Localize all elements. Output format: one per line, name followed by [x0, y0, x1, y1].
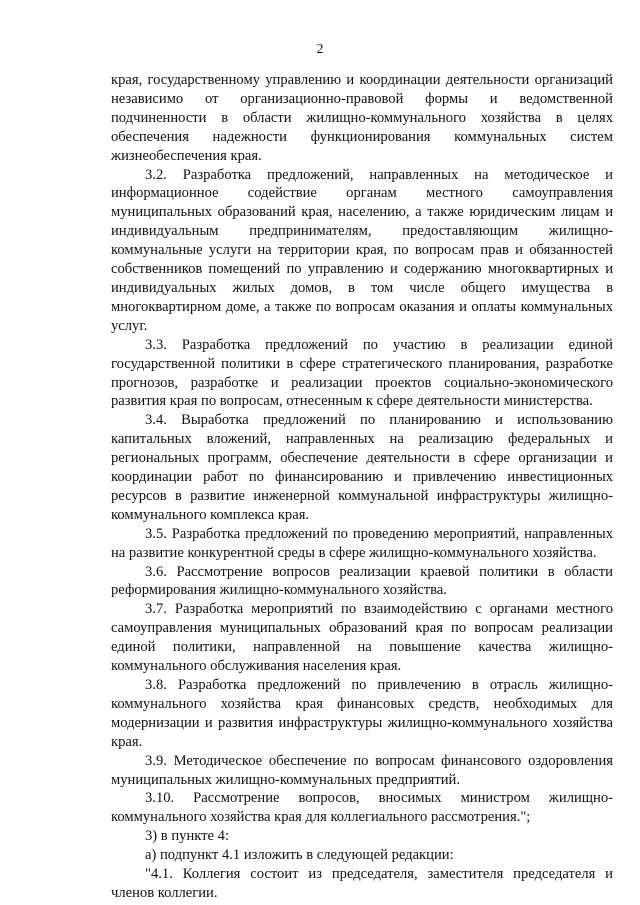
page-number: 2 — [316, 42, 324, 57]
paragraph-subitem-a: а) подпункт 4.1 изложить в следующей редакции: — [145, 847, 454, 864]
paragraph-item-3: 3) в пункте 4: — [145, 828, 230, 845]
paragraph-continuation: края, государственному управлению и координации деятельности организаций независимо от организационно-правовой формы и ведомственной подчиненности в области жилищно-коммунального хозяйства в целях обеспечения надежности функционирования коммунальных систем жизнеобеспечения края. — [111, 72, 613, 164]
document-body — [111, 71, 613, 903]
paragraph-3-10: 3.10. Рассмотрение вопросов, вносимых министром жилищно-коммунального хозяйства края для коллегиального рассмотрения."; — [111, 790, 613, 826]
paragraph-3-4: 3.4. Выработка предложений по планированию и использованию капитальных вложений, направленных на реализацию федеральных и региональных программ, обеспечение деятельности в сфере организации и координации работ по финансированию и привлечению инвестиционных ресурсов в развитие инженерной коммунальной инфраструктуры жилищно-коммунального комплекса края. — [111, 412, 613, 523]
paragraph-4-1: "4.1. Коллегия состоит из председателя, заместителя председателя и членов коллегии. — [111, 866, 613, 901]
paragraph-3-7: 3.7. Разработка мероприятий по взаимодействию с органами местного самоуправления муниципальных образований края по вопросам реализации единой политики, направленной на повышение качества жилищно-коммунального обслуживания населения края. — [111, 601, 613, 675]
paragraph-3-6: 3.6. Рассмотрение вопросов реализации краевой политики в области реформирования жилищно-коммунального хозяйства. — [111, 563, 613, 599]
paragraph-3-2: 3.2. Разработка предложений, направленных на методическое и информационное содействие органам местного самоуправления муниципальных образований края, населению, а также юридическим лицам и индивидуальным предпринимателям, предоставляющим жилищно-коммунальные услуги на территории края, по вопросам прав и обязанностей собственников помещений по управлению и содержанию многоквартирных и индивидуальных жилых домов, в том числе общего имущества в многоквартирном доме, а также по вопросам оказания и оплаты коммунальных услуг. — [111, 166, 613, 334]
paragraph-3-8: 3.8. Разработка предложений по привлечению в отрасль жилищно-коммунального хозяйства края финансовых средств, необходимых для модернизации и развития инфраструктуры жилищно-коммунального хозяйства края. — [111, 677, 613, 750]
paragraph-3-3: 3.3. Разработка предложений по участию в реализации единой государственной политики в сфере стратегического планирования, разработке прогнозов, разработке и реализации проектов социально-экономического развития края по вопросам, отнесенным к сфере деятельности министерства. — [111, 336, 613, 410]
paragraph-3-9: 3.9. Методическое обеспечение по вопросам финансового оздоровления муниципальных жилищно-коммунальных предприятий. — [111, 752, 613, 788]
paragraph-3-5: 3.5. Разработка предложений по проведению мероприятий, направленных на развитие конкурентной среды в сфере жилищно-коммунального хозяйства. — [111, 525, 613, 561]
